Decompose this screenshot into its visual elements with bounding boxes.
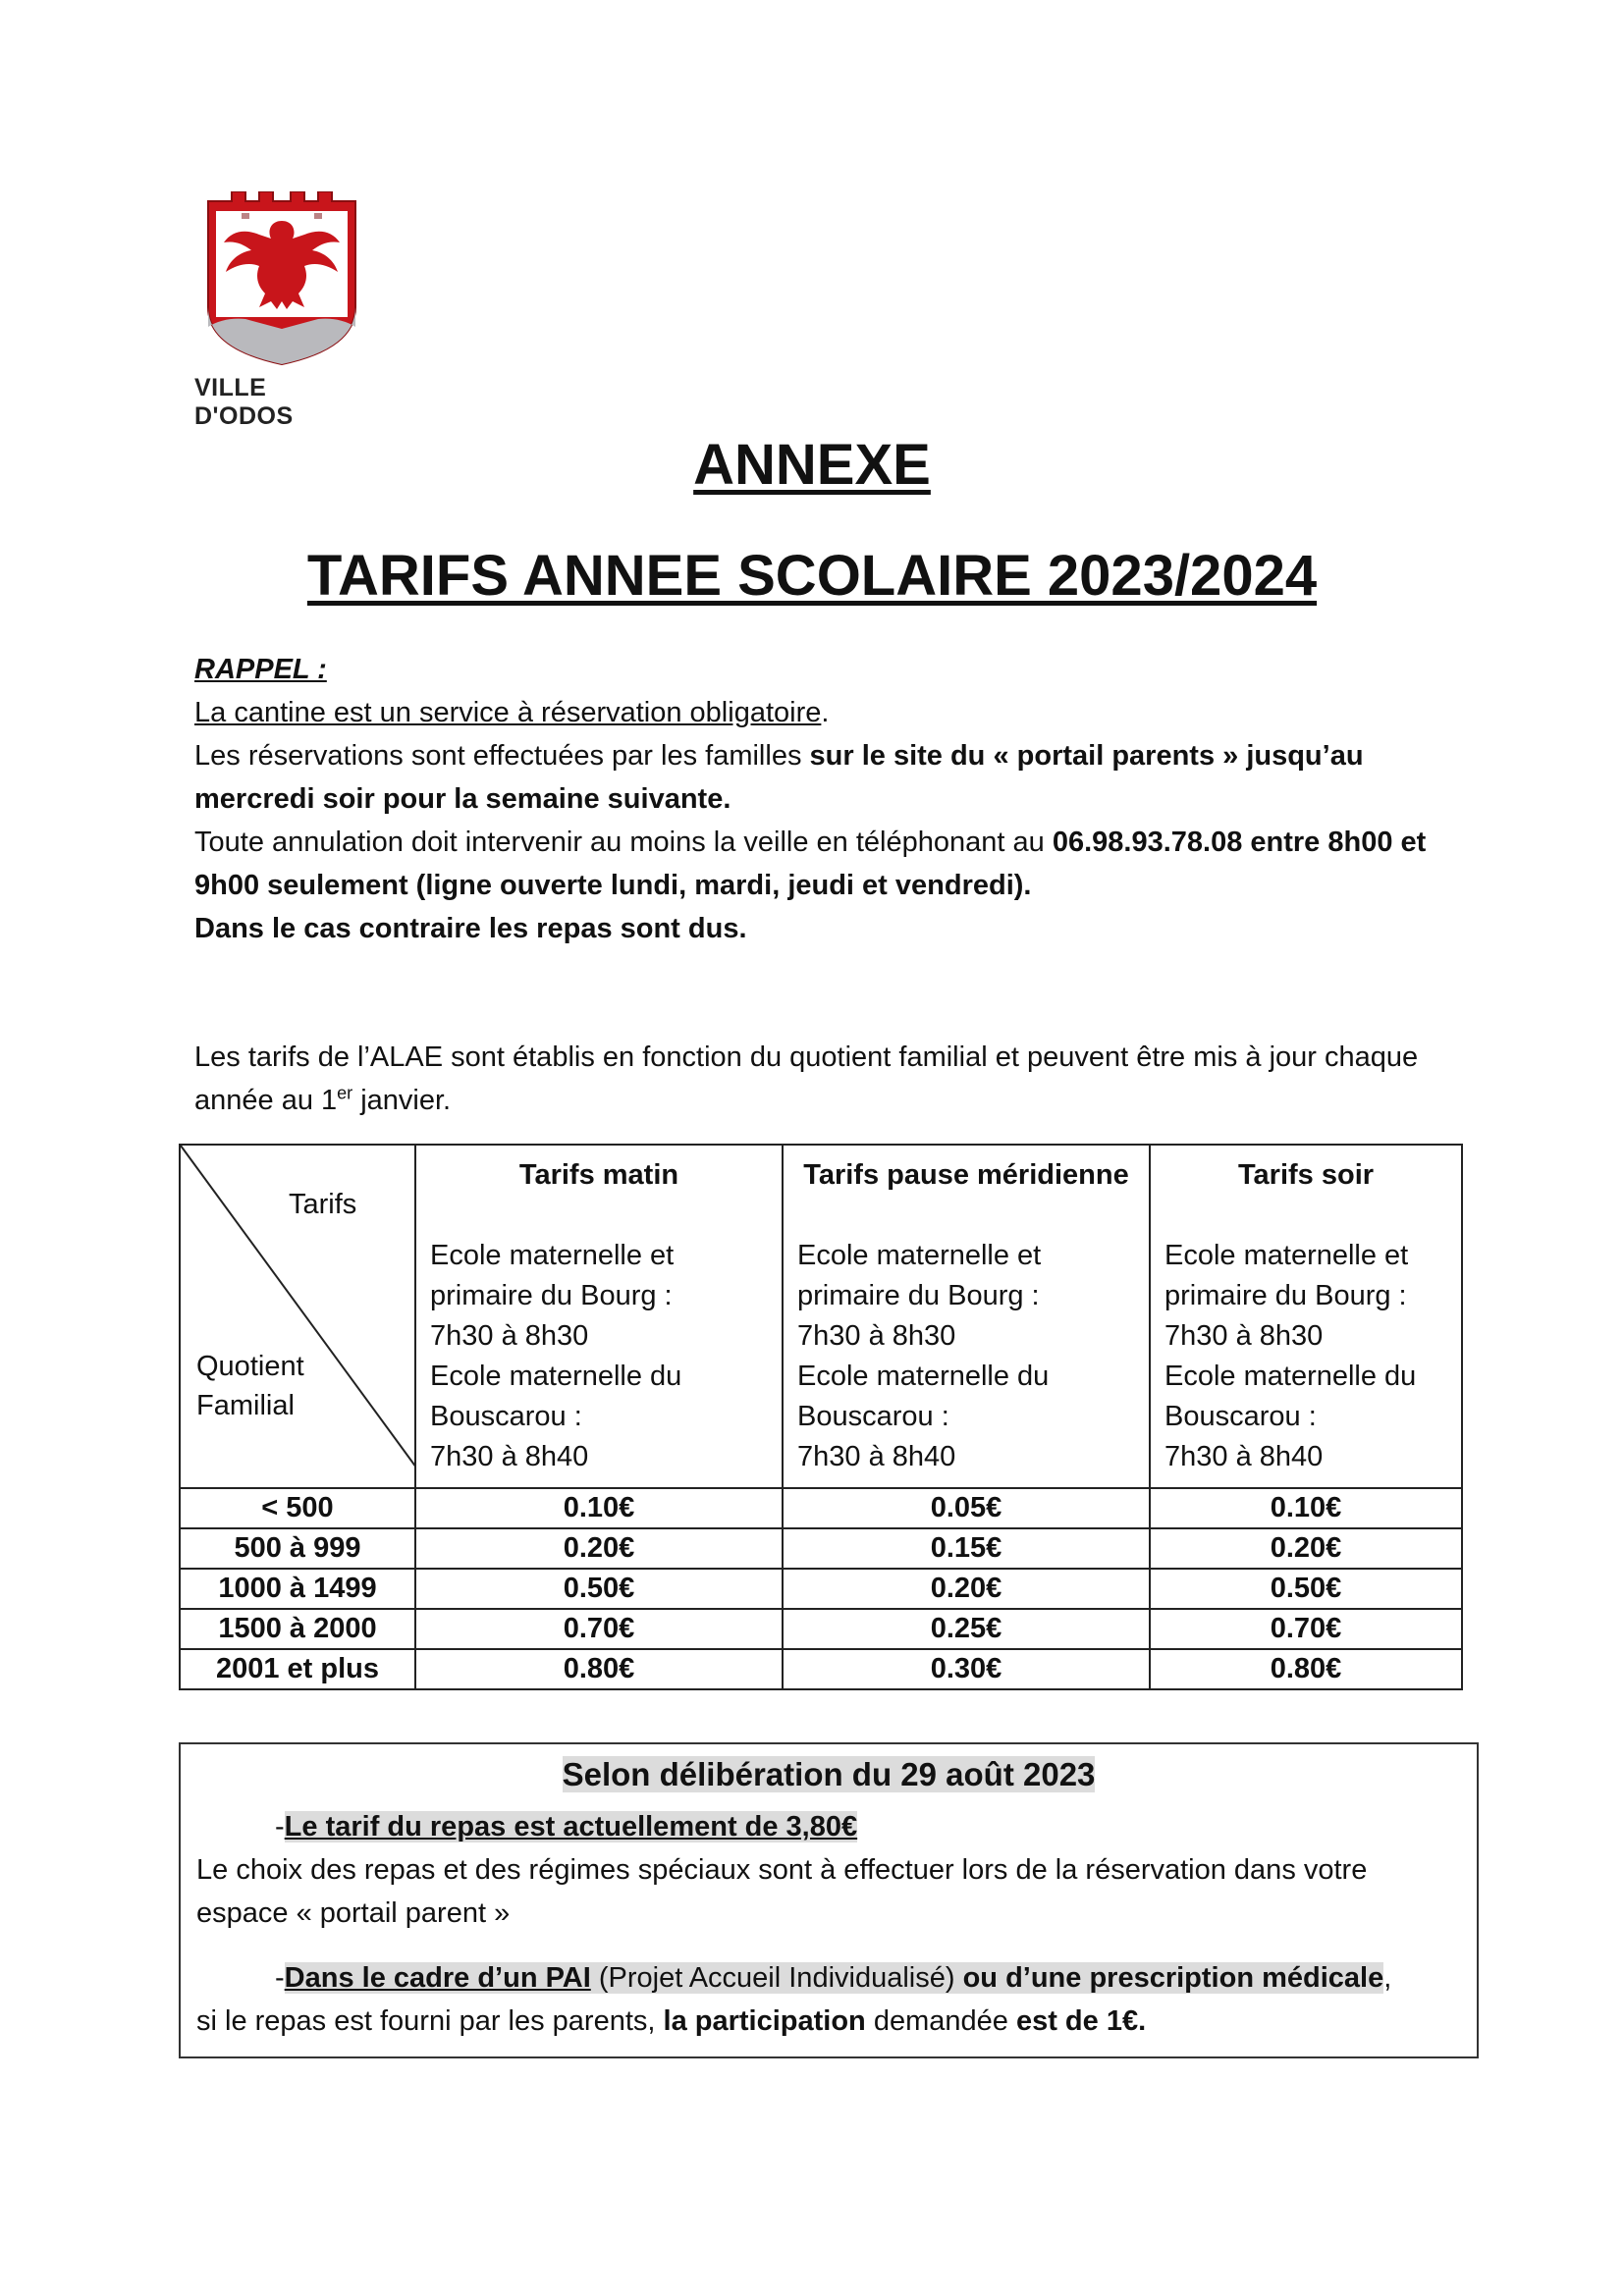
column-note: 7h30 à 8h30 — [430, 1320, 589, 1352]
dash: - — [275, 1811, 285, 1842]
column-note: primaire du Bourg : — [1164, 1280, 1407, 1311]
column-note: Ecole maternelle du — [430, 1361, 682, 1392]
medical-prescription: ou d’une prescription médicale — [962, 1962, 1384, 1994]
column-note: 7h30 à 8h30 — [797, 1320, 956, 1352]
reminder-line-3-a: Toute annulation doit intervenir au moins la veille en téléphonant au — [194, 827, 1053, 858]
corner-label-qf — [196, 1347, 304, 1425]
rate-cell: 0.05€ — [783, 1488, 1150, 1528]
rate-cell: 0.10€ — [1150, 1488, 1462, 1528]
rate-cell: 0.10€ — [415, 1488, 783, 1528]
table-row — [180, 1528, 1462, 1569]
column-note: primaire du Bourg : — [797, 1280, 1040, 1311]
reminder-line-2-b: sur le site du « portail parents » jusqu’au mercredi soir pour la semaine suivante. — [194, 740, 1364, 815]
column-header-evening — [1150, 1145, 1462, 1488]
intro-paragraph — [194, 1036, 1471, 1122]
reminder-line-1-end: . — [821, 697, 830, 728]
reminder-phone: 06.98.93.78.08 entre 8h00 et 9h00 seulement (ligne ouverte lundi, mardi, jeudi et vendredi). — [194, 827, 1427, 901]
qf-cell: 1000 à 1499 — [180, 1569, 415, 1609]
rate-cell: 0.50€ — [415, 1569, 783, 1609]
rate-cell: 0.20€ — [1150, 1528, 1462, 1569]
deliberation-title: Selon délibération du 29 août 2023 — [562, 1756, 1096, 1792]
table-row — [180, 1488, 1462, 1528]
meal-price: Le tarif du repas est actuellement de 3,80€ — [284, 1811, 858, 1842]
column-header-lunch — [783, 1145, 1150, 1488]
rate-cell: 0.15€ — [783, 1528, 1150, 1569]
qf-cell: < 500 — [180, 1488, 415, 1528]
rate-cell: 0.30€ — [783, 1649, 1150, 1689]
deliberation-box — [179, 1742, 1479, 2058]
logo-text: VILLE D'ODOS — [194, 374, 294, 430]
participation-amount: est de 1€. — [1015, 2005, 1147, 2037]
rate-cell: 0.25€ — [783, 1609, 1150, 1649]
rates-table — [179, 1144, 1463, 1690]
column-note: primaire du Bourg : — [430, 1280, 673, 1311]
meal-price-line — [181, 1805, 1477, 1848]
rate-cell: 0.50€ — [1150, 1569, 1462, 1609]
reminder-heading: RAPPEL : — [194, 654, 327, 685]
reminder-section — [194, 648, 1471, 950]
meal-choice-text: Le choix des repas et des régimes spéciaux sont à effectuer lors de la réservation dans votre espace « portail parent » — [196, 1854, 1368, 1929]
reminder-line-4: Dans le cas contraire les repas sont dus. — [194, 913, 747, 944]
column-note: 7h30 à 8h40 — [797, 1441, 956, 1472]
intro-text-b: janvier. — [352, 1085, 452, 1116]
column-title: Tarifs soir — [1237, 1159, 1375, 1191]
participation-b: la participation — [663, 2005, 866, 2037]
rate-cell: 0.70€ — [415, 1609, 783, 1649]
intro-text-a: Les tarifs de l’ALAE sont établis en fonction du quotient familial et peuvent être mis à jour chaque année au 1 — [194, 1041, 1419, 1116]
reminder-line-3 — [194, 821, 1471, 907]
participation-a: si le repas est fourni par les parents, — [196, 2005, 664, 2037]
column-note: Ecole maternelle du — [1164, 1361, 1417, 1392]
rate-cell: 0.20€ — [415, 1528, 783, 1569]
corner-cell — [180, 1145, 415, 1488]
reminder-line-2-a: Les réservations sont effectuées par les familles — [194, 740, 810, 772]
column-note: 7h30 à 8h30 — [1164, 1320, 1324, 1352]
pai-label: Dans le cadre d’un PAI — [284, 1962, 591, 1994]
column-note: 7h30 à 8h40 — [430, 1441, 589, 1472]
qf-cell: 1500 à 2000 — [180, 1609, 415, 1649]
corner-label-rates: Tarifs — [289, 1189, 357, 1220]
participation-c: demandée — [865, 2005, 1016, 2037]
rate-cell: 0.70€ — [1150, 1609, 1462, 1649]
page-title: ANNEXE — [693, 433, 931, 497]
qf-cell: 2001 et plus — [180, 1649, 415, 1689]
column-note: Bouscarou : — [797, 1401, 949, 1432]
comma: , — [1383, 1962, 1392, 1994]
rate-cell: 0.80€ — [415, 1649, 783, 1689]
column-title: Tarifs pause méridienne — [803, 1159, 1129, 1191]
column-note: Ecole maternelle du — [797, 1361, 1050, 1392]
rate-cell: 0.20€ — [783, 1569, 1150, 1609]
reminder-line-2 — [194, 734, 1471, 821]
table-row — [180, 1649, 1462, 1689]
column-note: Bouscarou : — [430, 1401, 582, 1432]
column-title: Tarifs matin — [518, 1159, 679, 1191]
intro-sup: er — [337, 1083, 353, 1103]
table-header-row — [180, 1145, 1462, 1488]
rate-cell: 0.80€ — [1150, 1649, 1462, 1689]
town-logo — [194, 191, 371, 431]
table-row — [180, 1609, 1462, 1649]
participation-line — [181, 2000, 1477, 2043]
column-note: Ecole maternelle et — [797, 1240, 1042, 1271]
corner-label-qf-1: Quotient — [196, 1351, 304, 1382]
corner-label-qf-2: Familial — [196, 1390, 295, 1421]
table-row — [180, 1569, 1462, 1609]
pai-expansion: (Projet Accueil Individualisé) — [590, 1962, 963, 1994]
pai-line — [181, 1956, 1477, 2000]
column-note: 7h30 à 8h40 — [1164, 1441, 1324, 1472]
page-subtitle: TARIFS ANNEE SCOLAIRE 2023/2024 — [306, 544, 1318, 608]
column-note: Bouscarou : — [1164, 1401, 1317, 1432]
coat-of-arms-icon — [202, 191, 361, 368]
column-header-morning — [415, 1145, 783, 1488]
dash: - — [275, 1962, 285, 1994]
qf-cell: 500 à 999 — [180, 1528, 415, 1569]
column-note: Ecole maternelle et — [1164, 1240, 1409, 1271]
column-note: Ecole maternelle et — [430, 1240, 675, 1271]
reminder-line-1: La cantine est un service à réservation obligatoire — [194, 697, 822, 728]
